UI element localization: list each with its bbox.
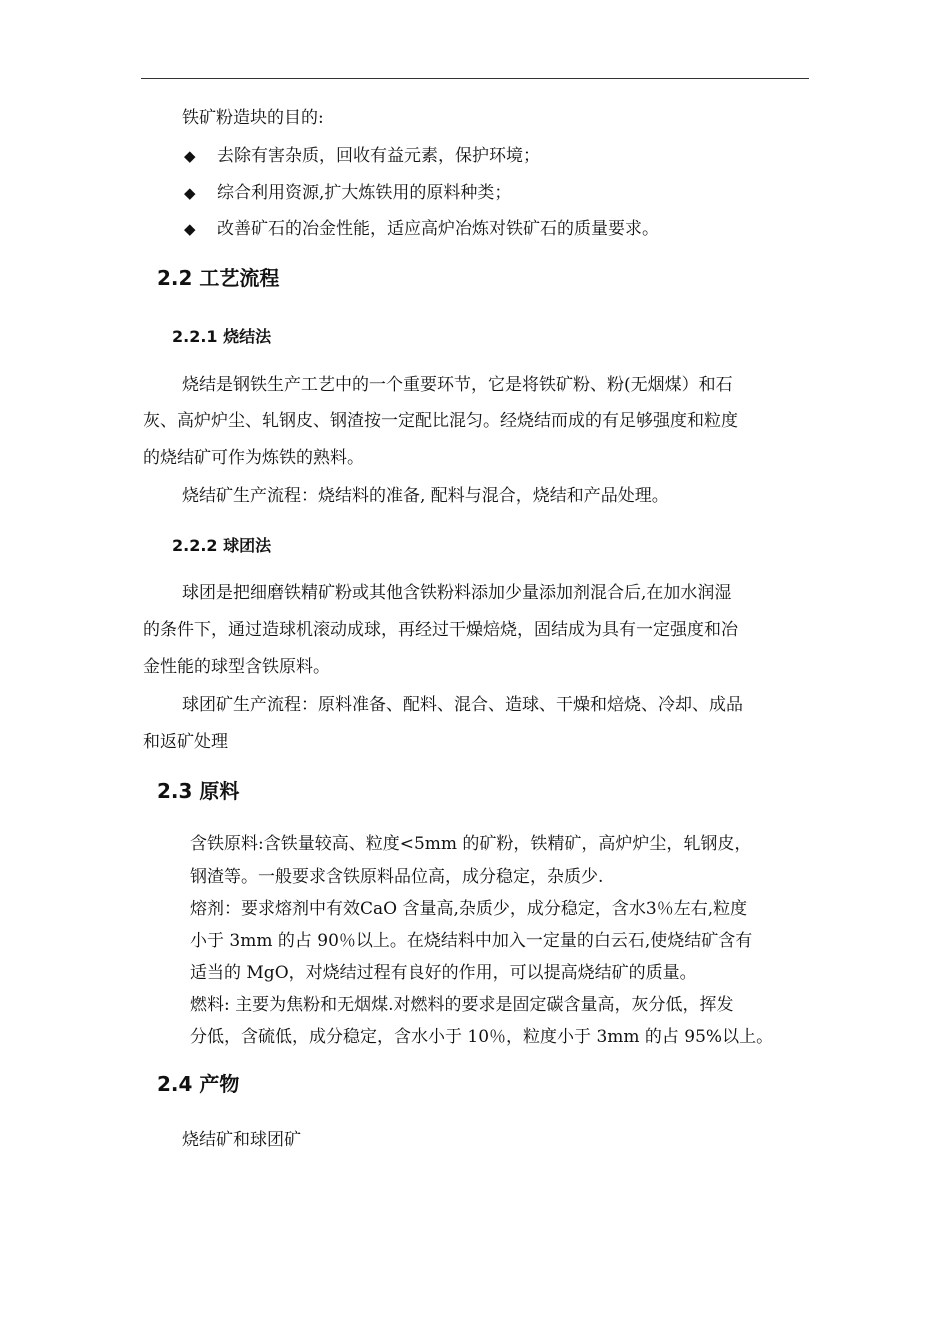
raw-material-line: 钢渣等。一般要求含铁原料品位高，成分稳定，杂质少. xyxy=(190,867,604,887)
header-rule xyxy=(141,78,809,79)
raw-material-line: 熔剂：要求熔剂中有效CaO 含量高,杂质少，成分稳定，含水3％左右,粒度 xyxy=(190,899,748,919)
section-heading-2-2: 2.2 工艺流程 xyxy=(157,266,280,290)
paragraph-line: 金性能的球型含铁原料。 xyxy=(143,657,330,677)
bullet-item: 去除有害杂质，回收有益元素，保护环境； xyxy=(217,146,540,166)
subsection-heading-2-2-1: 2.2.1 烧结法 xyxy=(172,327,272,346)
raw-material-line: 小于 3mm 的占 90％以上。在烧结料中加入一定量的白云石,使烧结矿含有 xyxy=(190,931,753,951)
bullet-item: 综合利用资源,扩大炼铁用的原料种类； xyxy=(217,183,512,203)
bullet-item: 改善矿石的冶金性能，适应高炉冶炼对铁矿石的质量要求。 xyxy=(217,219,659,239)
product-text: 烧结矿和球团矿 xyxy=(182,1130,301,1150)
paragraph-line: 灰、高炉炉尘、轧钢皮、钢渣按一定配比混匀。经烧结而成的有足够强度和粒度 xyxy=(143,411,738,431)
raw-material-line: 适当的 MgO，对烧结过程有良好的作用，可以提高烧结矿的质量。 xyxy=(190,963,697,983)
paragraph-line: 的烧结矿可作为炼铁的熟料。 xyxy=(143,448,364,468)
section-heading-2-4: 2.4 产物 xyxy=(157,1072,240,1096)
purpose-intro: 铁矿粉造块的目的: xyxy=(182,108,324,128)
bullet-diamond-icon: ◆ xyxy=(184,220,196,238)
paragraph-line: 的条件下，通过造球机滚动成球，再经过干燥焙烧，固结成为具有一定强度和冶 xyxy=(143,620,738,640)
paragraph-line: 烧结是钢铁生产工艺中的一个重要环节，它是将铁矿粉、粉(无烟煤）和石 xyxy=(182,375,733,395)
paragraph-line: 球团是把细磨铁精矿粉或其他含铁粉料添加少量添加剂混合后,在加水润湿 xyxy=(182,583,732,603)
raw-material-line: 分低，含硫低，成分稳定，含水小于 10％，粒度小于 3mm 的占 95%以上。 xyxy=(190,1027,774,1047)
bullet-diamond-icon: ◆ xyxy=(184,184,196,202)
raw-material-line: 含铁原料:含铁量较高、粒度<5mm 的矿粉，铁精矿，高炉炉尘，轧钢皮， xyxy=(190,834,752,854)
paragraph-line: 和返矿处理 xyxy=(143,732,228,752)
section-heading-2-3: 2.3 原料 xyxy=(157,779,240,803)
paragraph-line: 烧结矿生产流程：烧结料的准备, 配料与混合，烧结和产品处理。 xyxy=(182,486,669,506)
raw-material-line: 燃料: 主要为焦粉和无烟煤.对燃料的要求是固定碳含量高，灰分低，挥发 xyxy=(190,995,734,1015)
subsection-heading-2-2-2: 2.2.2 球团法 xyxy=(172,536,272,555)
bullet-diamond-icon: ◆ xyxy=(184,147,196,165)
paragraph-line: 球团矿生产流程：原料准备、配料、混合、造球、干燥和焙烧、冷却、成品 xyxy=(182,695,743,715)
